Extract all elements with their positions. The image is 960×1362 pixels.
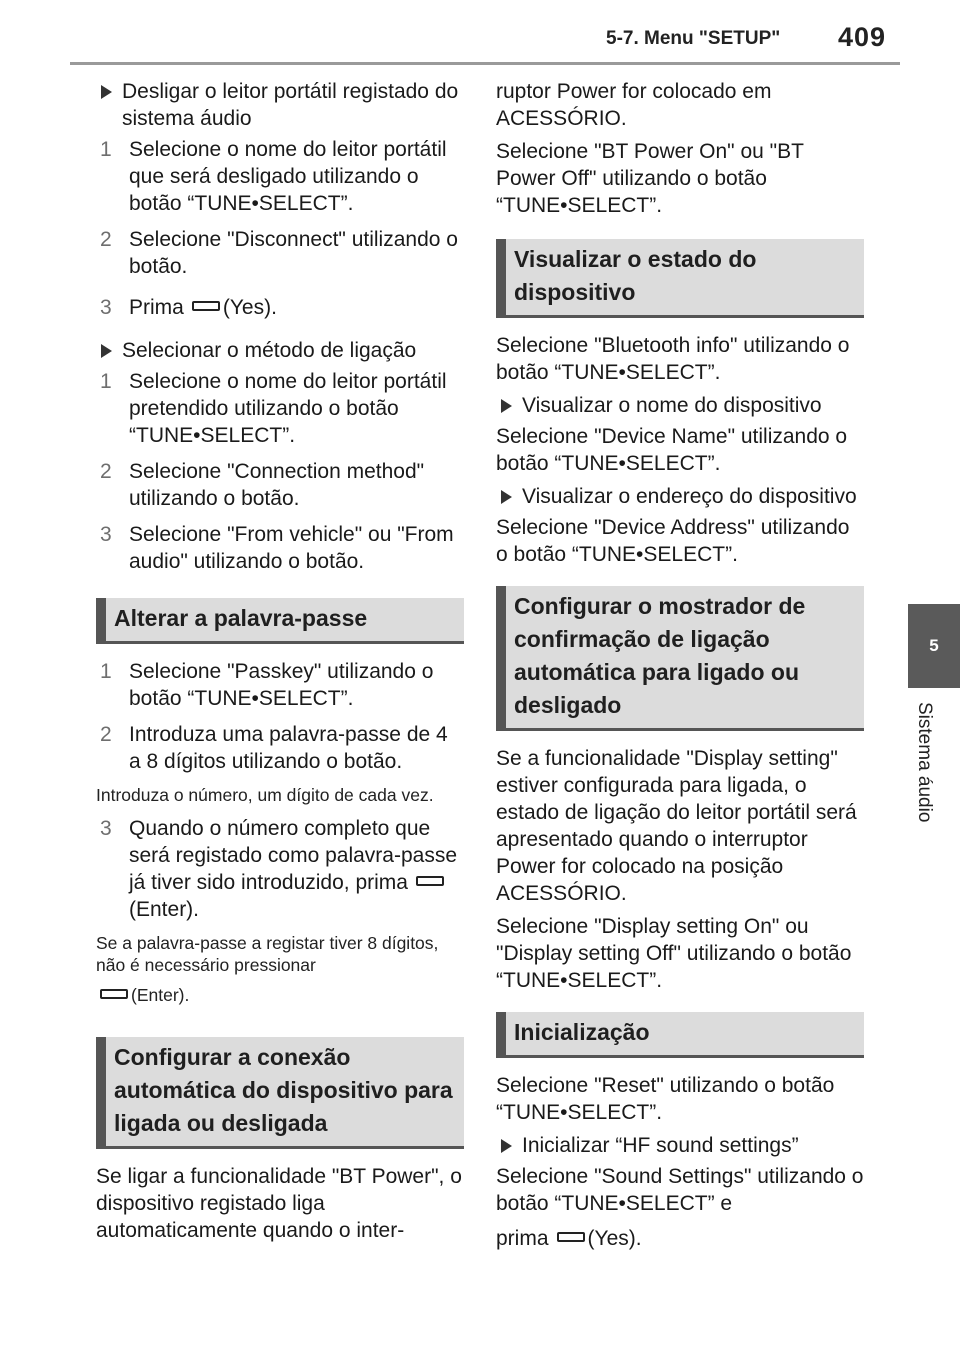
step-item xyxy=(96,721,464,775)
section-heading: Inicialização xyxy=(496,1012,864,1058)
step-item xyxy=(96,815,464,923)
note-text xyxy=(96,932,464,1006)
step-text: Quando o número completo que será registado como palavra-passe já tiver sido introduzido, prima xyxy=(129,817,458,894)
paragraph-suffix: (Yes). xyxy=(587,1227,642,1250)
button-icon xyxy=(416,876,444,886)
step-number: 1 xyxy=(100,138,112,161)
step-item xyxy=(96,368,464,449)
paragraph: Se ligar a funcionalidade "BT Power", o dispositivo registado liga automaticamente quando o inter- xyxy=(96,1165,462,1242)
bullet-text: Selecionar o método de ligação xyxy=(122,339,417,362)
step-text: Introduza uma palavra-passe de 4 a 8 dígitos utilizando o botão. xyxy=(129,723,448,773)
bullet-text: Desligar o leitor portátil registado do sistema áudio xyxy=(122,80,459,130)
step-item xyxy=(96,521,464,575)
note-suffix: (Enter). xyxy=(131,985,190,1005)
paragraph: ruptor Power for colocado em ACESSÓRIO. xyxy=(496,80,772,130)
button-icon xyxy=(100,989,128,999)
step-number: 2 xyxy=(100,228,112,251)
step-item xyxy=(96,294,464,321)
bullet-item xyxy=(496,483,864,510)
step-text-suffix: (Yes). xyxy=(222,296,277,319)
section-heading: Configurar a conexão automática do dispositivo para ligada ou desligada xyxy=(96,1037,464,1149)
triangle-bullet-icon xyxy=(501,399,512,413)
paragraph-text: prima xyxy=(496,1227,549,1250)
left-column xyxy=(96,78,464,1250)
step-text: Selecione o nome do leitor portátil pretendido utilizando o botão “TUNE•SELECT”. xyxy=(129,370,447,447)
triangle-bullet-icon xyxy=(501,490,512,504)
step-number: 2 xyxy=(100,460,112,483)
right-column xyxy=(496,78,864,1258)
page-number: 409 xyxy=(838,22,887,52)
note-line: Se a palavra-passe a registar tiver 8 dígitos, não é necessário pressionar xyxy=(96,933,439,975)
step-number: 1 xyxy=(100,660,112,683)
bullet-item xyxy=(96,78,464,132)
step-number: 3 xyxy=(100,523,112,546)
step-text: Selecione "From vehicle" ou "From audio" utilizando o botão. xyxy=(129,523,454,573)
step-item xyxy=(96,458,464,512)
chapter-number: 5 xyxy=(929,636,939,655)
note-text: Introduza o número, um dígito de cada vez. xyxy=(96,785,434,805)
paragraph: Selecione "Bluetooth info" utilizando o botão “TUNE•SELECT”. xyxy=(496,334,850,384)
section-heading: Alterar a palavra-passe xyxy=(96,598,464,644)
section-heading: Visualizar o estado do dispositivo xyxy=(496,239,864,318)
paragraph: Selecione "Device Name" utilizando o botão “TUNE•SELECT”. xyxy=(496,425,848,475)
step-text: Selecione "Passkey" utilizando o botão “TUNE•SELECT”. xyxy=(129,660,434,710)
step-text: Selecione "Connection method" utilizando o botão. xyxy=(129,460,425,510)
section-heading: Configurar o mostrador de confirmação de ligação automática para ligado ou desligado xyxy=(496,586,864,731)
button-icon xyxy=(192,301,220,311)
step-text: Selecione "Disconnect" utilizando o botão. xyxy=(129,228,458,278)
bullet-text: Visualizar o nome do dispositivo xyxy=(522,394,822,417)
paragraph: Selecione "Sound Settings" utilizando o botão “TUNE•SELECT” e xyxy=(496,1165,864,1215)
paragraph: Selecione "Device Address" utilizando o botão “TUNE•SELECT”. xyxy=(496,516,850,566)
paragraph: Selecione "Display setting On" ou "Display setting Off" utilizando o botão “TUNE•SELECT”. xyxy=(496,915,852,992)
header-divider xyxy=(70,62,900,65)
bullet-item xyxy=(496,1132,864,1159)
step-number: 1 xyxy=(100,370,112,393)
bullet-item xyxy=(96,337,464,364)
step-text: Prima xyxy=(129,296,184,319)
bullet-text: Inicializar “HF sound settings” xyxy=(522,1134,799,1157)
step-number: 3 xyxy=(100,296,112,319)
paragraph: Selecione "BT Power On" ou "BT Power Off" utilizando o botão “TUNE•SELECT”. xyxy=(496,140,804,217)
chapter-tab xyxy=(908,604,960,688)
paragraph: Selecione "Reset" utilizando o botão “TUNE•SELECT”. xyxy=(496,1074,835,1124)
step-text: Selecione o nome do leitor portátil que será desligado utilizando o botão “TUNE•SELECT”. xyxy=(129,138,447,215)
step-item xyxy=(96,226,464,280)
triangle-bullet-icon xyxy=(101,344,112,358)
step-text-suffix: (Enter). xyxy=(129,898,200,921)
triangle-bullet-icon xyxy=(501,1139,512,1153)
chapter-label: Sistema áudio xyxy=(914,702,935,823)
bullet-item xyxy=(496,392,864,419)
triangle-bullet-icon xyxy=(101,85,112,99)
step-number: 3 xyxy=(100,817,112,840)
step-item xyxy=(96,658,464,712)
button-icon xyxy=(557,1232,585,1242)
paragraph xyxy=(496,1225,864,1252)
step-item xyxy=(96,136,464,217)
step-number: 2 xyxy=(100,723,112,746)
bullet-text: Visualizar o endereço do dispositivo xyxy=(522,485,857,508)
paragraph: Se a funcionalidade "Display setting" estiver configurada para ligada, o estado de ligação do leitor portátil será apresentado quando o interruptor Power for colocado na posição ACESSÓRIO. xyxy=(496,747,857,905)
section-title: 5-7. Menu "SETUP" xyxy=(606,28,781,49)
